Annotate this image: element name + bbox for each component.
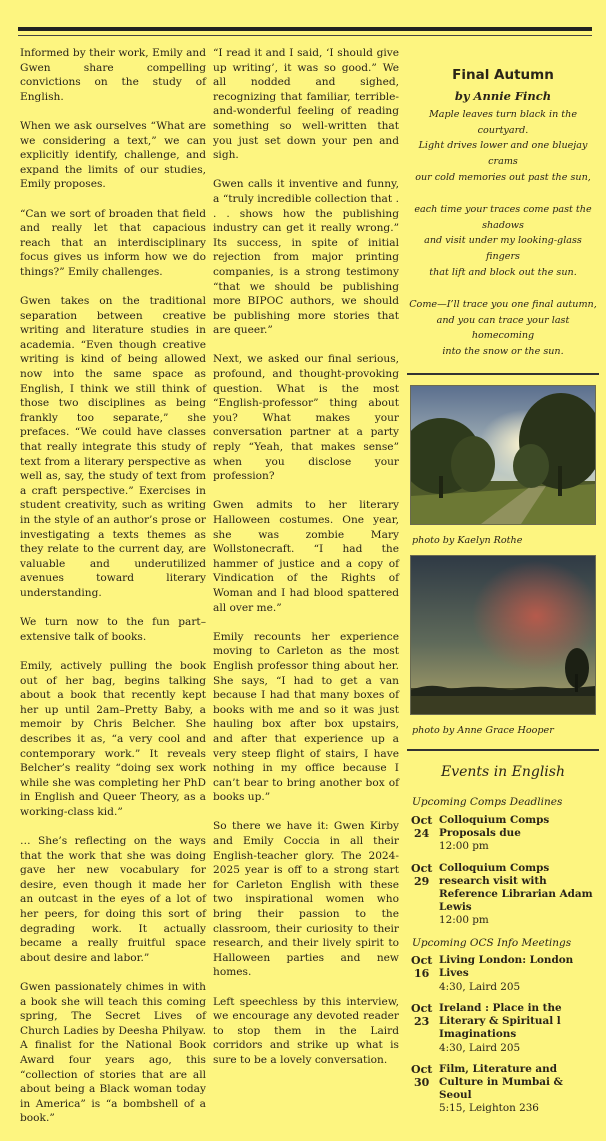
top-rule bbox=[18, 27, 592, 31]
paragraph: Gwen takes on the traditional separation between creative writing and literature studies in academia. “Even though creative writing is kind of being allowed now into the same space as English, I think we still think of those two disciplines as being frankly too separate,” she prefaces. “We could have classes that really integrate this study of text from a literary perspective as well as, say, the study of text from a craft perspective.” Exercises in student creativity, such as writing in the style of an author’s prose or investigating a texts themes as they relate to the current day, are valuable and underutilized avenues toward literary understanding. bbox=[20, 295, 206, 599]
poem-title: Final Autumn bbox=[452, 67, 554, 83]
poem-line: Come—I’ll trace you one final autumn, bbox=[409, 299, 597, 311]
events-subheading: Upcoming OCS Info Meetings bbox=[412, 936, 572, 949]
event-title: Colloquium Comps research visit with Reference Librarian Adam Lewis bbox=[439, 861, 593, 914]
event-detail: 4:30, Laird 205 bbox=[439, 1041, 521, 1054]
event-day: 29 bbox=[414, 874, 430, 888]
poem-line: shadows bbox=[482, 219, 524, 231]
event-item bbox=[411, 1002, 599, 1055]
poem-line: Maple leaves turn black in the courtyard. bbox=[428, 109, 578, 136]
event-month: Oct bbox=[411, 1001, 433, 1015]
event-day: 16 bbox=[414, 967, 430, 981]
event-detail: 12:00 pm bbox=[439, 914, 489, 927]
poem-line: and visit under my looking-glass fingers bbox=[424, 235, 582, 262]
event-date bbox=[411, 862, 439, 928]
paragraph: So there we have it: Gwen Kirby and Emily Coccia in all their English-teacher glory. The 2024-2025 year is off to a strong start for Carleton English with these two inspirational women who bring their passion to the classroom, their curiosity to their research, and their lively spirit to Halloween parties and new homes. bbox=[213, 820, 399, 979]
poem-line: and you can trace your last homecoming bbox=[436, 314, 570, 342]
event-month: Oct bbox=[411, 814, 433, 828]
event-title: Film, Literature and Culture in Mumbai & Seoul bbox=[439, 1062, 563, 1102]
park-photo-image bbox=[410, 385, 596, 525]
article-column-2 bbox=[213, 46, 399, 1082]
paragraph: Emily, actively pulling the book out of her bag, begins talking about a book that recently kept her up until 2am–Pretty Baby, a memoir by Chris Belcher. She describes it as, “a very cool and contemporary work.” It reveals Belcher’s reality “doing sex work while she was completing her PhD in English and Queer Theory, as a working-class kid.” bbox=[20, 659, 206, 818]
event-date bbox=[411, 1063, 439, 1116]
event-month: Oct bbox=[411, 1062, 433, 1076]
photo-caption: photo by Kaelyn Rothe bbox=[412, 535, 523, 547]
event-item bbox=[411, 862, 599, 928]
event-title: Colloquium Comps Proposals due bbox=[439, 814, 550, 840]
top-rule-thin bbox=[18, 35, 592, 36]
event-month: Oct bbox=[411, 954, 433, 968]
poem-author: by Annie Finch bbox=[454, 88, 552, 103]
paragraph: Left speechless by this interview, we encourage any devoted reader to stop them in the Laird corridors and strike up what is sure to be a lovely conversation. bbox=[213, 995, 399, 1066]
paragraph: Gwen admits to her literary Halloween costumes. One year, she was zombie Mary Wollstonecraft. “I had the hammer of justice and a copy of Vindication of the Rights of Woman and I had blood spattered all over me.” bbox=[213, 499, 399, 614]
event-date bbox=[411, 954, 439, 994]
event-item bbox=[411, 954, 599, 994]
event-day: 24 bbox=[414, 827, 430, 841]
event-item bbox=[411, 1063, 599, 1116]
poem-line: each time your traces come past the bbox=[414, 204, 592, 216]
event-detail: 5:15, Leighton 236 bbox=[439, 1102, 539, 1115]
article-column-1 bbox=[20, 46, 206, 1141]
paragraph: Gwen calls it inventive and funny, a “truly incredible collection that . . . shows how the publishing industry can get it really wrong.” Its success, in spite of initial rejection from major printing companies, is a strong testimony “that we should be publishing more BIPOC authors, we should be publishing more stories that are queer.” bbox=[213, 178, 399, 337]
paragraph: “I read it and I said, ‘I should give up writing’, it was so good.” We all nodded and sighed, recognizing that familiar, terrible-and-wonderful feeling of reading something so well-written that you just set down your pen and sigh. bbox=[213, 47, 399, 162]
section-divider bbox=[407, 373, 599, 375]
poem-line: Light drives lower and one bluejay crams bbox=[418, 140, 588, 167]
event-detail: 4:30, Laird 205 bbox=[439, 980, 521, 993]
paragraph: Gwen passionately chimes in with a book she will teach this coming spring, The Secret Lives of Church Ladies by Deesha Philyaw. A finalist for the National Book Award four years ago, this “collection of stories that are all about being a Black woman today in America” is “a bombshell of a book.” bbox=[20, 981, 206, 1125]
poem-stanza bbox=[407, 202, 599, 280]
event-date bbox=[411, 814, 439, 854]
paragraph: Emily recounts her experience moving to Carleton as the most English professor thing about her. She says, “I had to get a van because I had that many boxes of books with me and so it was just hauling box after box upstairs, and after that experience up a very steep flight of stairs, I have nothing in my office because I can’t bear to bring another box of books up.” bbox=[213, 630, 399, 804]
paragraph: … She’s reflecting on the ways that the work that she was doing gave her new vocabulary for desire, even though it made her an outcast in the eyes of a lot of her peers, for doing this sort of degrading work. It actually became a really fruitful space about desire and labor.” bbox=[20, 835, 206, 964]
event-month: Oct bbox=[411, 861, 433, 875]
poem-line: our cold memories out past the sun, bbox=[415, 171, 591, 183]
events-title: Events in English bbox=[441, 763, 565, 780]
event-title: Ireland : Place in the Literary & Spiritual l Imaginations bbox=[439, 1001, 562, 1041]
event-title: Living London: London Lives bbox=[439, 954, 574, 980]
paragraph: When we ask ourselves “What are we considering a text,” we can explicitly identify, challenge, and expand the limits of our studies, Emily proposes. bbox=[20, 119, 206, 191]
paragraph: Next, we asked our final serious, profound, and thought-provoking question. What is the most “English-professor” thing about you? What makes your conversation partner at a party reply “Yeah, that makes sense” when you disclose your profession? bbox=[213, 353, 399, 483]
poem-line: that lift and block out the sun. bbox=[429, 266, 577, 278]
paragraph: Informed by their work, Emily and Gwen share compelling convictions on the study of English. bbox=[20, 47, 206, 103]
event-day: 30 bbox=[414, 1075, 430, 1089]
paragraph: “Can we sort of broaden that field and really let that capacious reach that an interdisciplinary focus gives us inform how we do things?” Emily challenges. bbox=[20, 207, 206, 278]
section-divider bbox=[407, 749, 599, 751]
event-day: 23 bbox=[414, 1014, 430, 1028]
event-item bbox=[411, 814, 599, 854]
photo-caption: photo by Anne Grace Hooper bbox=[412, 725, 554, 737]
event-detail: 12:00 pm bbox=[439, 840, 489, 853]
poem-stanza bbox=[407, 107, 599, 185]
paragraph: We turn now to the fun part–extensive talk of books. bbox=[20, 616, 206, 643]
poem-body bbox=[407, 107, 599, 359]
aurora-photo-image bbox=[410, 555, 596, 715]
poem-line: into the snow or the sun. bbox=[442, 345, 564, 357]
poem-stanza bbox=[407, 297, 599, 359]
event-date bbox=[411, 1002, 439, 1055]
sidebar-column bbox=[407, 46, 599, 1124]
events-subheading: Upcoming Comps Deadlines bbox=[412, 796, 563, 809]
